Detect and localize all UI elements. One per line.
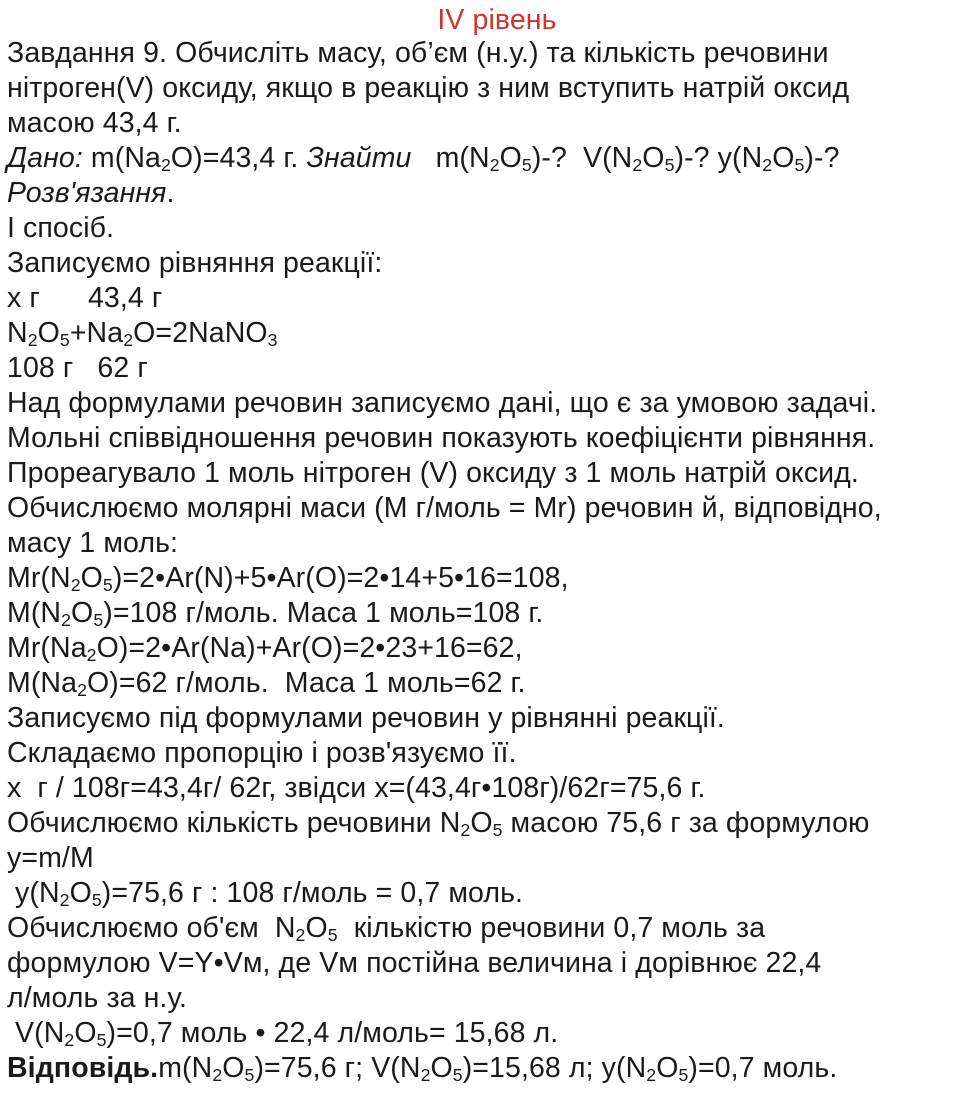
body-line: $Mr(Na_2O)=2•Ar(Na)+Ar(O)=2•23+16=62$, [7, 632, 523, 665]
body-line: Прореагувало 1 моль нітроген (V) оксиду з 1 моль натрій оксид. [7, 457, 859, 489]
body-line: х г 43,4 г [7, 282, 163, 314]
body-line: $V(N_2O_5)=0,7$ моль • 22,4 л/моль= 15,68 л. [7, 1017, 559, 1050]
solution-line [7, 176, 953, 211]
solution-body [7, 211, 953, 1051]
body-line: $Mr(N_2O_5)=2•Ar(N)+5•Ar(O)=2•14+5•16=108$, [7, 562, 569, 595]
body-line: Над формулами речовин записуємо дані, що є за умовою задачі. [7, 387, 878, 419]
body-line: Записуємо рівняння реакції: [7, 247, 383, 279]
find-label: Знайти [306, 142, 412, 174]
solution-tail: . [166, 177, 175, 209]
body-line: Обчислюємо об'єм $N_2O_5$ кількістю речовини 0,7 моль за [7, 912, 766, 945]
answer-line [7, 1051, 953, 1086]
solution-label: Розв'язання [7, 177, 167, 209]
body-line: Мольні співвідношення речовин показують коефіцієнти рівняння. [7, 422, 876, 454]
body-line: 108 г 62 г [7, 352, 148, 384]
task-line-3: масою 43,4 г. [7, 107, 182, 139]
task-line-1: Завдання 9. Обчисліть масу, об’єм (н.у.) та кількість речовини [7, 37, 829, 69]
given-label: Дано: [7, 142, 83, 174]
body-line: л/моль за н.у. [7, 982, 187, 1014]
body-line: І спосіб. [7, 212, 115, 244]
given-text: $m(Na_2O)=43,4$ г. [82, 142, 307, 175]
reaction-equation: $N_2O_5+Na_2O=2NaNO_3$ [7, 317, 278, 350]
body-line: $M(Na_2O)=62$ г/моль. Маса 1 моль=62 г. [7, 667, 526, 700]
given-line [7, 141, 953, 176]
body-line: масу 1 моль: [7, 527, 179, 559]
body-line: Записуємо під формулами речовин у рівнянні реакції. [7, 702, 725, 734]
body-line: $y(N_2O_5)=75,6$ г : 108 г/моль = 0,7 моль. [7, 877, 524, 910]
proportion-line: х г / 108г=43,4г/ 62г, звідси х=(43,4г•108г)/62г=75,6 г. [7, 772, 706, 804]
answer-text: $m(N_2O_5)=75,6$ г; $V(N_2O_5)=15,68$ л; $y(N_2O_5)=0,7$ моль. [158, 1052, 838, 1085]
body-line: Складаємо пропорцію і розв'язуємо її. [7, 737, 517, 769]
document [7, 4, 953, 1086]
task-line-2: нітроген(V) оксиду, якщо в реакцію з ним вступить натрій оксид [7, 72, 850, 104]
find-text: $m(N_2O_5)-$? $V(N_2O_5)-$? $y(N_2O_5)-$? [411, 142, 840, 175]
body-line: Обчислюємо кількість речовини $N_2O_5$ масою 75,6 г за формулою [7, 807, 870, 840]
body-line: $M(N_2O_5)=108$ г/моль. Маса 1 моль=108 г. [7, 597, 544, 630]
body-line: формулою V=Y•Vм, де Vм постійна величина і дорівнює 22,4 [7, 947, 822, 979]
body-line: Обчислюємо молярні маси (M г/моль = Mr) речовин й, відповідно, [7, 492, 882, 524]
answer-label: Відповідь. [7, 1052, 159, 1084]
level-heading: IV рівень [437, 4, 557, 36]
formula-line: y=m/M [7, 842, 94, 874]
